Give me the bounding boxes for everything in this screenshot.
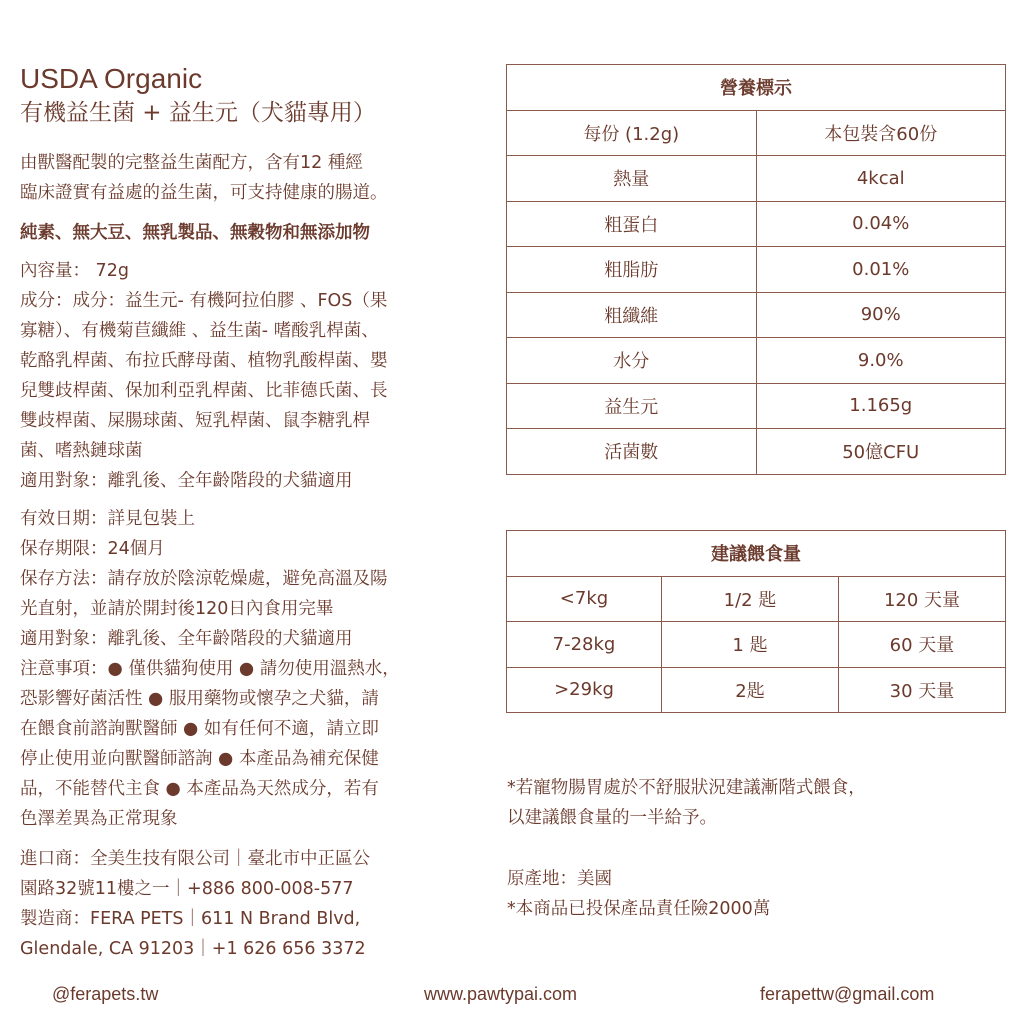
nutrition-label: 每份 (1.2g) [507, 110, 757, 156]
detail-line: 在餵食前諮詢獸醫師 ● 如有任何不適，請立即 [20, 719, 379, 739]
detail-line: 注意事項：● 僅供貓狗使用 ● 請勿使用溫熱水， [20, 659, 400, 679]
origin-text: 原產地：美國 [507, 869, 612, 889]
company-line: Glendale, CA 91203｜+1 626 656 3372 [20, 939, 366, 959]
nutrition-value: 本包裝含60份 [756, 110, 1006, 156]
instagram-handle: @ferapets.tw [52, 984, 159, 1004]
detail-line: 兒雙歧桿菌、保加利亞乳桿菌、比菲德氏菌、長 [20, 381, 388, 401]
note-line: *若寵物腸胃處於不舒服狀況建議漸階式餵食， [507, 778, 866, 798]
detail-line: 品，不能替代主食 ● 本產品為天然成分，若有 [20, 779, 379, 799]
table-row [507, 156, 1006, 202]
product-info [20, 62, 490, 964]
company-line: 製造商：FERA PETS｜611 N Brand Blvd, [20, 909, 361, 929]
table-row [507, 201, 1006, 247]
nutrition-label: 粗纖維 [507, 292, 757, 338]
nutrition-title: 營養標示 [507, 65, 1006, 111]
detail-line: 成分：成分：益生元- 有機阿拉伯膠 、FOS（果 [20, 291, 388, 311]
nutrition-label: 益生元 [507, 383, 757, 429]
table-row [507, 338, 1006, 384]
feeding-weight: 7-28kg [507, 622, 662, 668]
detail-line: 光直射，並請於開封後120日內食用完畢 [20, 599, 334, 619]
company-line: 進口商：全美生技有限公司｜臺北市中正區公 [20, 849, 370, 869]
nutrition-value: 90% [756, 292, 1006, 338]
details-section-1 [20, 256, 490, 496]
detail-line: 乾酪乳桿菌、布拉氏酵母菌、植物乳酸桿菌、嬰 [20, 351, 388, 371]
company-line: 園路32號11樓之一｜+886 800-008-577 [20, 879, 354, 899]
feeding-days: 30 天量 [839, 667, 1006, 713]
table-row [507, 383, 1006, 429]
insurance-text: *本商品已投保產品責任險2000萬 [507, 899, 771, 919]
table-row [507, 622, 1006, 668]
detail-line: 適用對象：離乳後、全年齡階段的犬貓適用 [20, 629, 353, 649]
nutrition-label: 粗蛋白 [507, 201, 757, 247]
nutrition-value: 0.01% [756, 247, 1006, 293]
highlight-text: 純素、無大豆、無乳製品、無穀物和無添加物 [20, 223, 370, 243]
detail-line: 恐影響好菌活性 ● 服用藥物或懷孕之犬貓，請 [20, 689, 379, 709]
feeding-amount: 1 匙 [662, 622, 839, 668]
nutrition-label: 粗脂肪 [507, 247, 757, 293]
feeding-weight: >29kg [507, 667, 662, 713]
nutrition-table [506, 64, 1006, 475]
table-row [507, 576, 1006, 622]
nutrition-value: 1.165g [756, 383, 1006, 429]
detail-line: 停止使用並向獸醫師諮詢 ● 本產品為補充保健 [20, 749, 379, 769]
company-info [20, 844, 490, 964]
nutrition-label: 活菌數 [507, 429, 757, 475]
detail-line: 適用對象：離乳後、全年齡階段的犬貓適用 [20, 471, 353, 491]
detail-line: 保存方法：請存放於陰涼乾燥處，避免高溫及陽 [20, 569, 388, 589]
feeding-amount: 2匙 [662, 667, 839, 713]
intro-line: 臨床證實有益處的益生菌，可支持健康的腸道。 [20, 183, 388, 203]
origin-info [507, 864, 1007, 924]
detail-line: 色澤差異為正常現象 [20, 809, 178, 829]
table-row [507, 110, 1006, 156]
detail-line: 保存期限：24個月 [20, 539, 165, 559]
detail-line: 有效日期：詳見包裝上 [20, 509, 195, 529]
website-link[interactable]: www.pawtypai.com [424, 984, 578, 1004]
title-chinese: 有機益生菌 + 益生元（犬貓專用） [20, 100, 376, 126]
nutrition-label: 熱量 [507, 156, 757, 202]
nutrition-value: 0.04% [756, 201, 1006, 247]
table-row [507, 292, 1006, 338]
title-english: USDA Organic [20, 63, 203, 94]
detail-line: 寡糖）、有機菊苣纖維 、益生菌- 嗜酸乳桿菌、 [20, 321, 379, 341]
detail-line: 內容量： 72g [20, 261, 129, 281]
feeding-weight: <7kg [507, 576, 662, 622]
email-link[interactable]: ferapettw@gmail.com [760, 984, 935, 1004]
nutrition-label: 水分 [507, 338, 757, 384]
feeding-table [506, 530, 1006, 713]
intro-text [20, 148, 490, 208]
detail-line: 雙歧桿菌、屎腸球菌、短乳桿菌、鼠李糖乳桿 [20, 411, 370, 431]
table-row [507, 247, 1006, 293]
detail-line: 菌、嗜熱鏈球菌 [20, 441, 143, 461]
feeding-title: 建議餵食量 [507, 531, 1006, 577]
intro-line: 由獸醫配製的完整益生菌配方，含有12 種經 [20, 153, 363, 173]
nutrition-value: 4kcal [756, 156, 1006, 202]
nutrition-value: 9.0% [756, 338, 1006, 384]
table-row [507, 667, 1006, 713]
feeding-note [507, 773, 1007, 833]
nutrition-value: 50億CFU [756, 429, 1006, 475]
feeding-amount: 1/2 匙 [662, 576, 839, 622]
table-row [507, 429, 1006, 475]
details-section-2 [20, 504, 490, 834]
feeding-days: 120 天量 [839, 576, 1006, 622]
note-line: 以建議餵食量的一半給予。 [507, 808, 717, 828]
feeding-days: 60 天量 [839, 622, 1006, 668]
